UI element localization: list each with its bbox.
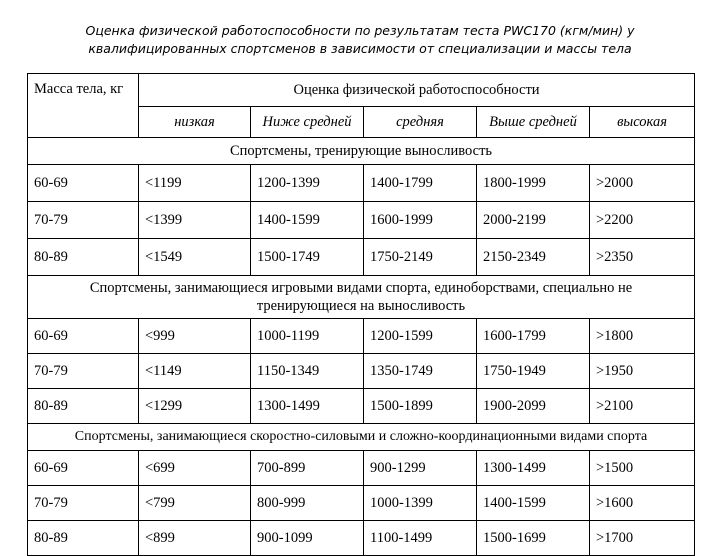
pwc170-table	[27, 73, 695, 556]
section-title: Спортсмены, занимающиеся игровыми видами спорта, единоборствами, специально не тренирующиеся на выносливость	[28, 276, 695, 319]
value-cell: 1400-1799	[364, 165, 477, 202]
table-row	[28, 165, 695, 202]
value-cell: 1500-1699	[477, 521, 590, 556]
group-header: Оценка физической работоспособности	[139, 74, 695, 107]
level-low: низкая	[139, 107, 251, 138]
value-cell: >2350	[590, 239, 695, 276]
value-cell: 1100-1499	[364, 521, 477, 556]
value-cell: 1400-1599	[251, 202, 364, 239]
value-cell: 1150-1349	[251, 354, 364, 389]
value-cell: <1299	[139, 389, 251, 424]
value-cell: 1300-1499	[251, 389, 364, 424]
value-cell: >2200	[590, 202, 695, 239]
mass-header: Масса тела, кг	[28, 74, 139, 138]
table-row	[28, 486, 695, 521]
mass-cell: 80-89	[28, 239, 139, 276]
section-title: Спортсмены, занимающиеся скоростно-силовыми и сложно-координационными видами спорта	[28, 424, 695, 451]
value-cell: <699	[139, 451, 251, 486]
value-cell: 1300-1499	[477, 451, 590, 486]
value-cell: >1500	[590, 451, 695, 486]
value-cell: <1199	[139, 165, 251, 202]
value-cell: <1399	[139, 202, 251, 239]
value-cell: 1500-1749	[251, 239, 364, 276]
value-cell: >2100	[590, 389, 695, 424]
value-cell: >1700	[590, 521, 695, 556]
mass-cell: 70-79	[28, 486, 139, 521]
section-title-row	[28, 276, 695, 319]
table-row	[28, 319, 695, 354]
title-line-2: квалифицированных спортсменов в зависимости от специализации и массы тела	[88, 41, 632, 56]
value-cell: 1750-1949	[477, 354, 590, 389]
value-cell: 1600-1999	[364, 202, 477, 239]
value-cell: 1200-1399	[251, 165, 364, 202]
value-cell: <1149	[139, 354, 251, 389]
value-cell: <999	[139, 319, 251, 354]
value-cell: <1549	[139, 239, 251, 276]
value-cell: 1800-1999	[477, 165, 590, 202]
value-cell: 1200-1599	[364, 319, 477, 354]
table-row	[28, 202, 695, 239]
title-line-1: Оценка физической работоспособности по результатам теста PWC170 (кгм/мин) у	[85, 23, 635, 38]
level-below-average: Ниже средней	[251, 107, 364, 138]
value-cell: 2000-2199	[477, 202, 590, 239]
value-cell: >1950	[590, 354, 695, 389]
value-cell: 2150-2349	[477, 239, 590, 276]
level-average: средняя	[364, 107, 477, 138]
table-row	[28, 354, 695, 389]
section-title: Спортсмены, тренирующие выносливость	[28, 138, 695, 165]
value-cell: 1500-1899	[364, 389, 477, 424]
value-cell: <799	[139, 486, 251, 521]
value-cell: >1600	[590, 486, 695, 521]
header-row-1	[28, 74, 695, 107]
section-title-row	[28, 138, 695, 165]
document-title	[0, 22, 720, 58]
mass-cell: 60-69	[28, 451, 139, 486]
section-title-row	[28, 424, 695, 451]
mass-cell: 60-69	[28, 165, 139, 202]
mass-cell: 80-89	[28, 521, 139, 556]
table-row	[28, 389, 695, 424]
table-row	[28, 239, 695, 276]
value-cell: 1350-1749	[364, 354, 477, 389]
value-cell: 1400-1599	[477, 486, 590, 521]
value-cell: 1900-2099	[477, 389, 590, 424]
value-cell: 700-899	[251, 451, 364, 486]
table-row	[28, 521, 695, 556]
mass-cell: 80-89	[28, 389, 139, 424]
level-above-average: Выше средней	[477, 107, 590, 138]
value-cell: >1800	[590, 319, 695, 354]
value-cell: >2000	[590, 165, 695, 202]
value-cell: 1600-1799	[477, 319, 590, 354]
value-cell: 1000-1199	[251, 319, 364, 354]
mass-cell: 60-69	[28, 319, 139, 354]
value-cell: 900-1299	[364, 451, 477, 486]
value-cell: 1750-2149	[364, 239, 477, 276]
table-row	[28, 451, 695, 486]
mass-cell: 70-79	[28, 354, 139, 389]
value-cell: 1000-1399	[364, 486, 477, 521]
value-cell: 900-1099	[251, 521, 364, 556]
value-cell: 800-999	[251, 486, 364, 521]
level-high: высокая	[590, 107, 695, 138]
value-cell: <899	[139, 521, 251, 556]
mass-cell: 70-79	[28, 202, 139, 239]
